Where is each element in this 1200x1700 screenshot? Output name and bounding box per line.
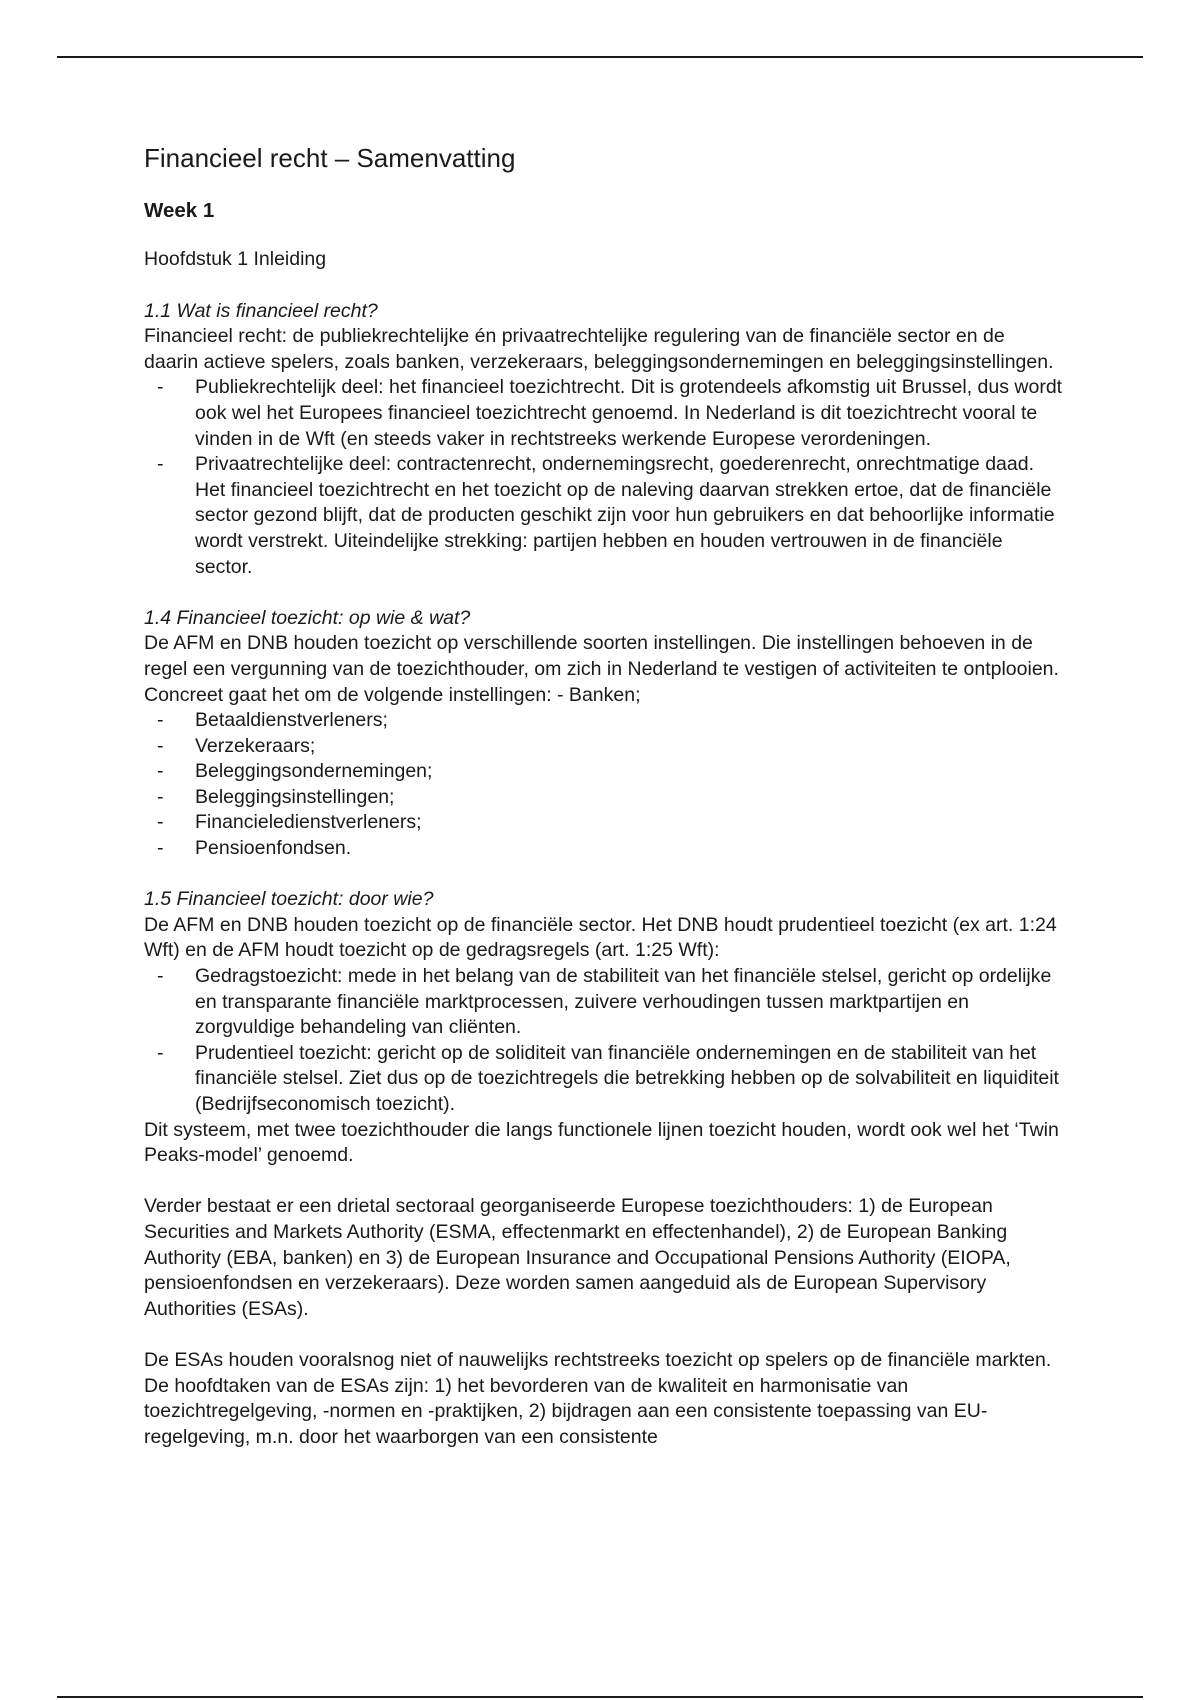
- list-item: [144, 375, 1064, 452]
- list-item: [144, 1041, 1064, 1118]
- list-item-text: Pensioenfondsen.: [195, 837, 352, 860]
- bullet-dash: -: [157, 734, 164, 757]
- section-1-5-para3: De ESAs houden vooralsnog niet of nauwelijks rechtstreeks toezicht op spelers op de financiële markten. De hoofdtaken van de ESAs zijn: 1) het bevorderen van de kwaliteit en harmonisatie van toezichtregelgeving, -normen en -praktijken, 2) bijdragen aan een consistente toepassing van EU-regelgeving, m.n. door het waarborgen van een consistente: [144, 1348, 1052, 1448]
- section-1-1-intro: Financieel recht: de publiekrechtelijke én privaatrechtelijke regulering van de financiële sector en de daarin actieve spelers, zoals banken, verzekeraars, beleggingsondernemingen en beleggingsinstellingen.: [144, 325, 1054, 373]
- list-item-text: Gedragstoezicht: mede in het belang van de stabiliteit van het financiële stelsel, gericht op ordelijke en transparante financiële marktprocessen, zuivere verhoudingen tussen marktpartijen en zorgvuldige behandeling van cliënten.: [195, 965, 1052, 1039]
- document-body: [144, 141, 1064, 1450]
- bullet-dash: -: [157, 811, 164, 834]
- bullet-dash: -: [157, 965, 164, 988]
- list-item: [144, 836, 1064, 862]
- bullet-dash: -: [157, 1041, 164, 1064]
- bullet-dash: -: [157, 760, 164, 783]
- section-1-4-list: [144, 708, 1064, 862]
- list-item-text: Beleggingsinstellingen;: [195, 785, 395, 808]
- section-heading-1-1: 1.1 Wat is financieel recht?: [144, 299, 378, 322]
- list-item: [144, 708, 1064, 734]
- list-item: [144, 785, 1064, 811]
- list-item-text: Prudentieel toezicht: gericht op de soliditeit van financiële ondernemingen en de stabiliteit van het financiële stelsel. Ziet dus op de toezichtregels die betrekking hebben op de solvabiliteit en liquiditeit (Bedrijfseconomisch toezicht).: [195, 1041, 1059, 1115]
- list-item: [144, 810, 1064, 836]
- list-item-text: Beleggingsondernemingen;: [195, 760, 433, 783]
- list-item: [144, 734, 1064, 760]
- bullet-dash: -: [157, 837, 164, 860]
- section-1-5-list: [144, 964, 1064, 1118]
- document-title: Financieel recht – Samenvatting: [144, 143, 516, 173]
- top-rule: [57, 56, 1143, 58]
- section-1-5-after: Dit systeem, met twee toezichthouder die langs functionele lijnen toezicht houden, wordt ook wel het ‘Twin Peaks-model’ genoemd.: [144, 1118, 1059, 1167]
- list-item: [144, 452, 1064, 580]
- bullet-dash: -: [157, 376, 164, 399]
- list-item: [144, 759, 1064, 785]
- section-1-1-list: [144, 375, 1064, 580]
- list-item-text: Betaaldienstverleners;: [195, 709, 388, 732]
- chapter-heading: Hoofdstuk 1 Inleiding: [144, 248, 327, 270]
- week-heading: Week 1: [144, 199, 215, 222]
- bullet-dash: -: [157, 709, 164, 732]
- section-heading-1-5: 1.5 Financieel toezicht: door wie?: [144, 888, 434, 911]
- section-1-5-para2: Verder bestaat er een drietal sectoraal georganiseerde Europese toezichthouders: 1) de European Securities and Markets Authority (ESMA, effectenmarkt en effectenhandel), 2) de European Banking Authority (EBA, banken) en 3) de European Insurance and Occupational Pensions Authority (EIOPA, pensioenfondsen en verzekeraars). Deze worden samen aangeduid als de European Supervisory Authorities (ESAs).: [144, 1195, 1011, 1320]
- list-item-text: Privaatrechtelijke deel: contractenrecht, ondernemingsrecht, goederenrecht, onrechtmatige daad. Het financieel toezichtrecht en het toezicht op de naleving daarvan strekken ertoe, dat de financiële sector gezond blijft, dat de producten geschikt zijn voor hun gebruikers en dat behoorlijke informatie wordt verstrekt. Uiteindelijke strekking: partijen hebben en houden vertrouwen in de financiële sector.: [195, 453, 1055, 578]
- bullet-dash: -: [157, 453, 164, 476]
- list-item: [144, 964, 1064, 1041]
- bullet-dash: -: [157, 785, 164, 808]
- list-item-text: Financieledienstverleners;: [195, 811, 422, 834]
- bottom-rule: [57, 1696, 1143, 1698]
- list-item-text: Verzekeraars;: [195, 734, 316, 757]
- section-1-5-intro: De AFM en DNB houden toezicht op de financiële sector. Het DNB houdt prudentieel toezicht (ex art. 1:24 Wft) en de AFM houdt toezicht op de gedragsregels (art. 1:25 Wft):: [144, 913, 1057, 962]
- section-1-4-intro: De AFM en DNB houden toezicht op verschillende soorten instellingen. Die instellingen behoeven in de regel een vergunning van de toezichthouder, om zich in Nederland te vestigen of activiteiten te ontplooien. Concreet gaat het om de volgende instellingen: - Banken;: [144, 632, 1059, 706]
- section-heading-1-4: 1.4 Financieel toezicht: op wie & wat?: [144, 606, 471, 629]
- list-item-text: Publiekrechtelijk deel: het financieel toezichtrecht. Dit is grotendeels afkomstig uit Brussel, dus wordt ook wel het Europees financieel toezichtrecht genoemd. In Nederland is dit toezichtrecht vooral te vinden in de Wft (en steeds vaker in rechtstreeks werkende Europese verordeningen.: [195, 376, 1063, 450]
